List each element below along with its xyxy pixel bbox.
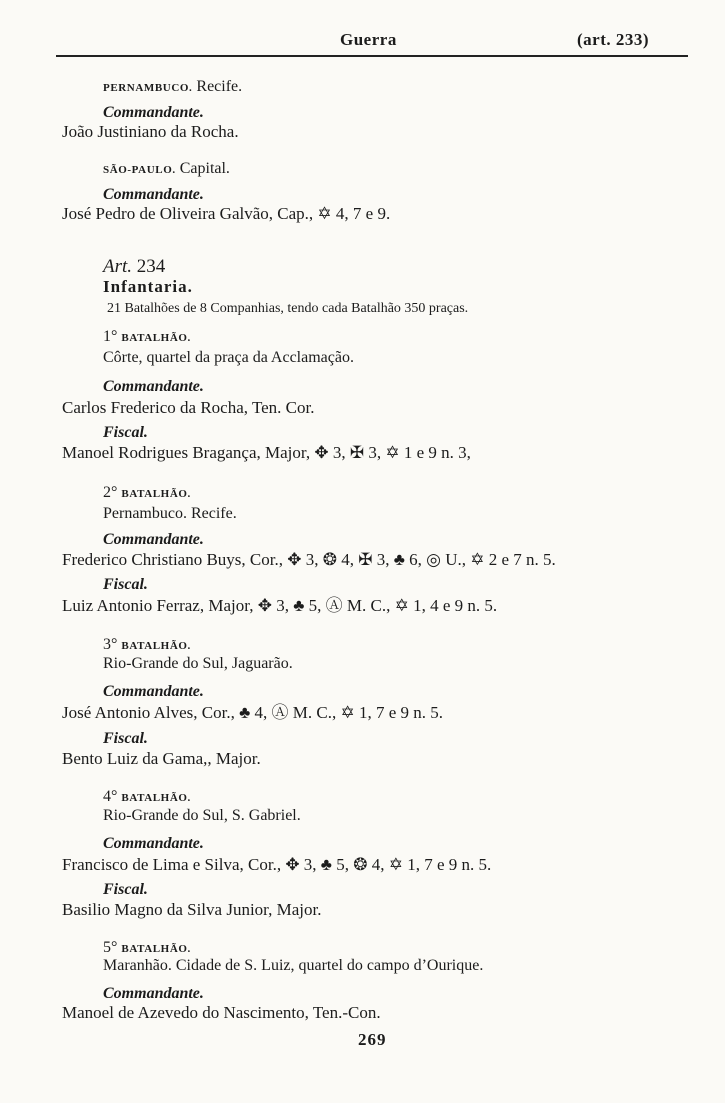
- unit-heading-sao-paulo: [103, 159, 230, 180]
- unit-heading-pernambuco: [103, 77, 242, 98]
- article-number: 234: [136, 256, 166, 277]
- battalion-ordinal: 5°: [103, 939, 118, 956]
- battalion-ordinal: 1°: [103, 328, 118, 345]
- battalion-label: BATALHÃO.: [121, 943, 191, 955]
- battalion-heading: [103, 635, 191, 656]
- section-title: Infantaria.: [103, 277, 193, 296]
- officer-name: Bento Luiz da Gama,, Major.: [62, 749, 261, 768]
- role-commandante: Commandante.: [103, 683, 204, 700]
- battalion-location: Rio-Grande do Sul, S. Gabriel.: [103, 807, 301, 824]
- battalion-location: Côrte, quartel da praça da Acclamação.: [103, 349, 354, 366]
- battalion-label: BATALHÃO.: [121, 640, 191, 652]
- role-commandante: Commandante.: [103, 985, 204, 1002]
- battalion-ordinal: 4°: [103, 788, 118, 805]
- role-commandante: Commandante.: [103, 186, 204, 203]
- role-commandante: Commandante.: [103, 531, 204, 548]
- battalion-location: Rio-Grande do Sul, Jaguarão.: [103, 655, 293, 672]
- battalion-label: BATALHÃO.: [121, 792, 191, 804]
- battalion-heading: [103, 327, 191, 348]
- running-title: Guerra: [340, 30, 397, 49]
- role-fiscal: Fiscal.: [103, 576, 148, 593]
- article-prefix: Art.: [103, 256, 133, 277]
- role-commandante: Commandante.: [103, 378, 204, 395]
- battalion-label: BATALHÃO.: [121, 488, 191, 500]
- officer-name: Luiz Antonio Ferraz, Major, ✥ 3, ♣ 5, Ⓐ M. C., ✡ 1, 4 e 9 n. 5.: [62, 596, 498, 615]
- officer-name: Frederico Christiano Buys, Cor., ✥ 3, ❂ 4, ✠ 3, ♣ 6, ◎ U., ✡ 2 e 7 n. 5.: [62, 550, 556, 569]
- unit-place: Capital.: [179, 160, 230, 177]
- officer-name: Basilio Magno da Silva Junior, Major.: [62, 900, 322, 919]
- battalion-heading: [103, 787, 191, 808]
- running-article-ref: (art. 233): [577, 30, 650, 49]
- role-commandante: Commandante.: [103, 835, 204, 852]
- battalion-ordinal: 2°: [103, 484, 118, 501]
- battalion-ordinal: 3°: [103, 636, 118, 653]
- officer-name: Francisco de Lima e Silva, Cor., ✥ 3, ♣ 5, ❂ 4, ✡ 1, 7 e 9 n. 5.: [62, 855, 492, 874]
- officer-name: Manoel Rodrigues Bragança, Major, ✥ 3, ✠ 3, ✡ 1 e 9 n. 3,: [62, 443, 471, 462]
- role-fiscal: Fiscal.: [103, 881, 148, 898]
- article-heading: [103, 257, 165, 277]
- section-description: 21 Batalhões de 8 Companhias, tendo cada Batalhão 350 praças.: [107, 301, 469, 316]
- battalion-location: Maranhão. Cidade de S. Luiz, quartel do campo d’Ourique.: [103, 957, 484, 974]
- officer-name: Manoel de Azevedo do Nascimento, Ten.-Con.: [62, 1003, 381, 1022]
- page-header: [0, 0, 725, 60]
- unit-label: PERNAMBUCO.: [103, 82, 193, 94]
- officer-name: José Pedro de Oliveira Galvão, Cap., ✡ 4, 7 e 9.: [62, 204, 391, 223]
- battalion-heading: [103, 483, 191, 504]
- role-fiscal: Fiscal.: [103, 730, 148, 747]
- role-fiscal: Fiscal.: [103, 424, 148, 441]
- officer-name: Carlos Frederico da Rocha, Ten. Cor.: [62, 398, 315, 417]
- header-rule: [56, 55, 688, 57]
- page-number: 269: [358, 1030, 387, 1049]
- officer-name: José Antonio Alves, Cor., ♣ 4, Ⓐ M. C., ✡ 1, 7 e 9 n. 5.: [62, 703, 443, 722]
- role-commandante: Commandante.: [103, 104, 204, 121]
- battalion-location: Pernambuco. Recife.: [103, 505, 237, 522]
- unit-label: SÃO-PAULO.: [103, 164, 176, 176]
- battalion-label: BATALHÃO.: [121, 332, 191, 344]
- unit-place: Recife.: [196, 78, 243, 95]
- officer-name: João Justiniano da Rocha.: [62, 122, 239, 141]
